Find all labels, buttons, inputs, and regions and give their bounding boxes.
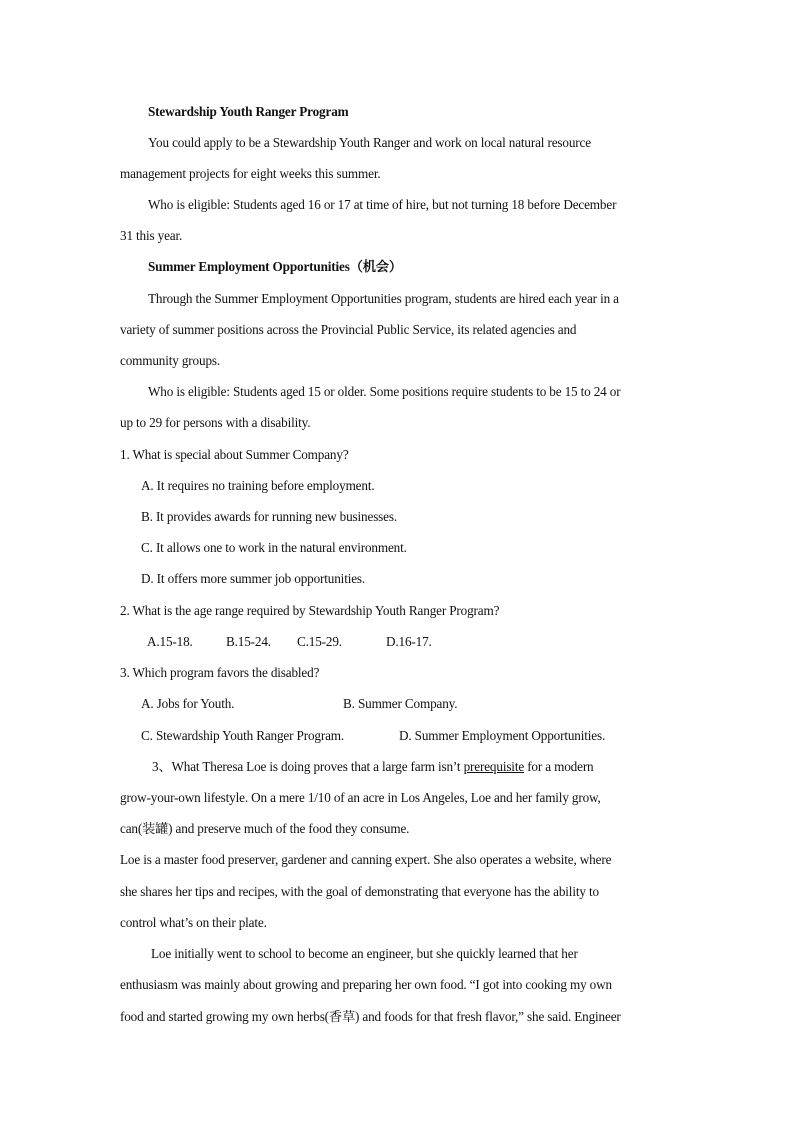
summer-employment-description-line1: Through the Summer Employment Opportunities program, students are hired each year in a [148,291,619,306]
question-2-option-a: A.15-18. [147,634,193,649]
stewardship-description-line2: management projects for eight weeks this summer. [120,166,381,181]
question-1-option-c: C. It allows one to work in the natural environment. [141,540,407,555]
summer-employment-eligibility-line1: Who is eligible: Students aged 15 or older. Some positions require students to be 15 to 24 or [148,384,621,399]
question-3-stem: 3. Which program favors the disabled? [120,665,320,680]
passage-3-line2: grow-your-own lifestyle. On a mere 1/10 of an acre in Los Angeles, Loe and her family grow, [120,790,601,805]
passage-3-line1 [152,758,594,776]
stewardship-eligibility-line1: Who is eligible: Students aged 16 or 17 at time of hire, but not turning 18 before December [148,197,617,212]
question-2-stem: 2. What is the age range required by Stewardship Youth Ranger Program? [120,603,500,618]
underlined-word-prerequisite: prerequisite [463,759,525,774]
passage-3-line8: enthusiasm was mainly about growing and preparing her own food. “I got into cooking my own [120,977,612,992]
question-1-option-d: D. It offers more summer job opportunities. [141,571,366,586]
question-1-option-b: B. It provides awards for running new businesses. [141,509,397,524]
question-3-option-b: B. Summer Company. [343,696,458,711]
question-3-option-a: A. Jobs for Youth. [141,696,235,711]
summer-employment-eligibility-line2: up to 29 for persons with a disability. [120,415,311,430]
question-3-option-d: D. Summer Employment Opportunities. [399,728,606,743]
passage-3-line7: Loe initially went to school to become an engineer, but she quickly learned that her [151,946,578,961]
question-1-option-a: A. It requires no training before employment. [141,478,375,493]
passage-3-line9: food and started growing my own herbs(香草) and foods for that fresh flavor,” she said. Engineer [120,1009,621,1024]
question-3-option-c: C. Stewardship Youth Ranger Program. [141,728,345,743]
passage-3-line5: she shares her tips and recipes, with the goal of demonstrating that everyone has the ability to [120,884,599,899]
passage-3-line3: can(装罐) and preserve much of the food they consume. [120,821,410,836]
section-heading-stewardship: Stewardship Youth Ranger Program [148,104,349,119]
summer-employment-description-line3: community groups. [120,353,221,368]
question-2-option-c: C.15-29. [297,634,342,649]
passage-3-line1-end: for a modern [524,759,594,774]
summer-employment-description-line2: variety of summer positions across the Provincial Public Service, its related agencies and [120,322,577,337]
passage-3-line1-start: 3、What Theresa Loe is doing proves that a large farm isn’t [152,759,464,774]
section-heading-summer-employment: Summer Employment Opportunities（机会） [148,259,402,274]
stewardship-description-line1: You could apply to be a Stewardship Youth Ranger and work on local natural resource [148,135,591,150]
question-2-option-b: B.15-24. [226,634,271,649]
stewardship-eligibility-line2: 31 this year. [120,228,183,243]
question-2-option-d: D.16-17. [386,634,432,649]
passage-3-line6: control what’s on their plate. [120,915,267,930]
passage-3-line4: Loe is a master food preserver, gardener and canning expert. She also operates a website, where [120,852,612,867]
question-1-stem: 1. What is special about Summer Company? [120,447,349,462]
